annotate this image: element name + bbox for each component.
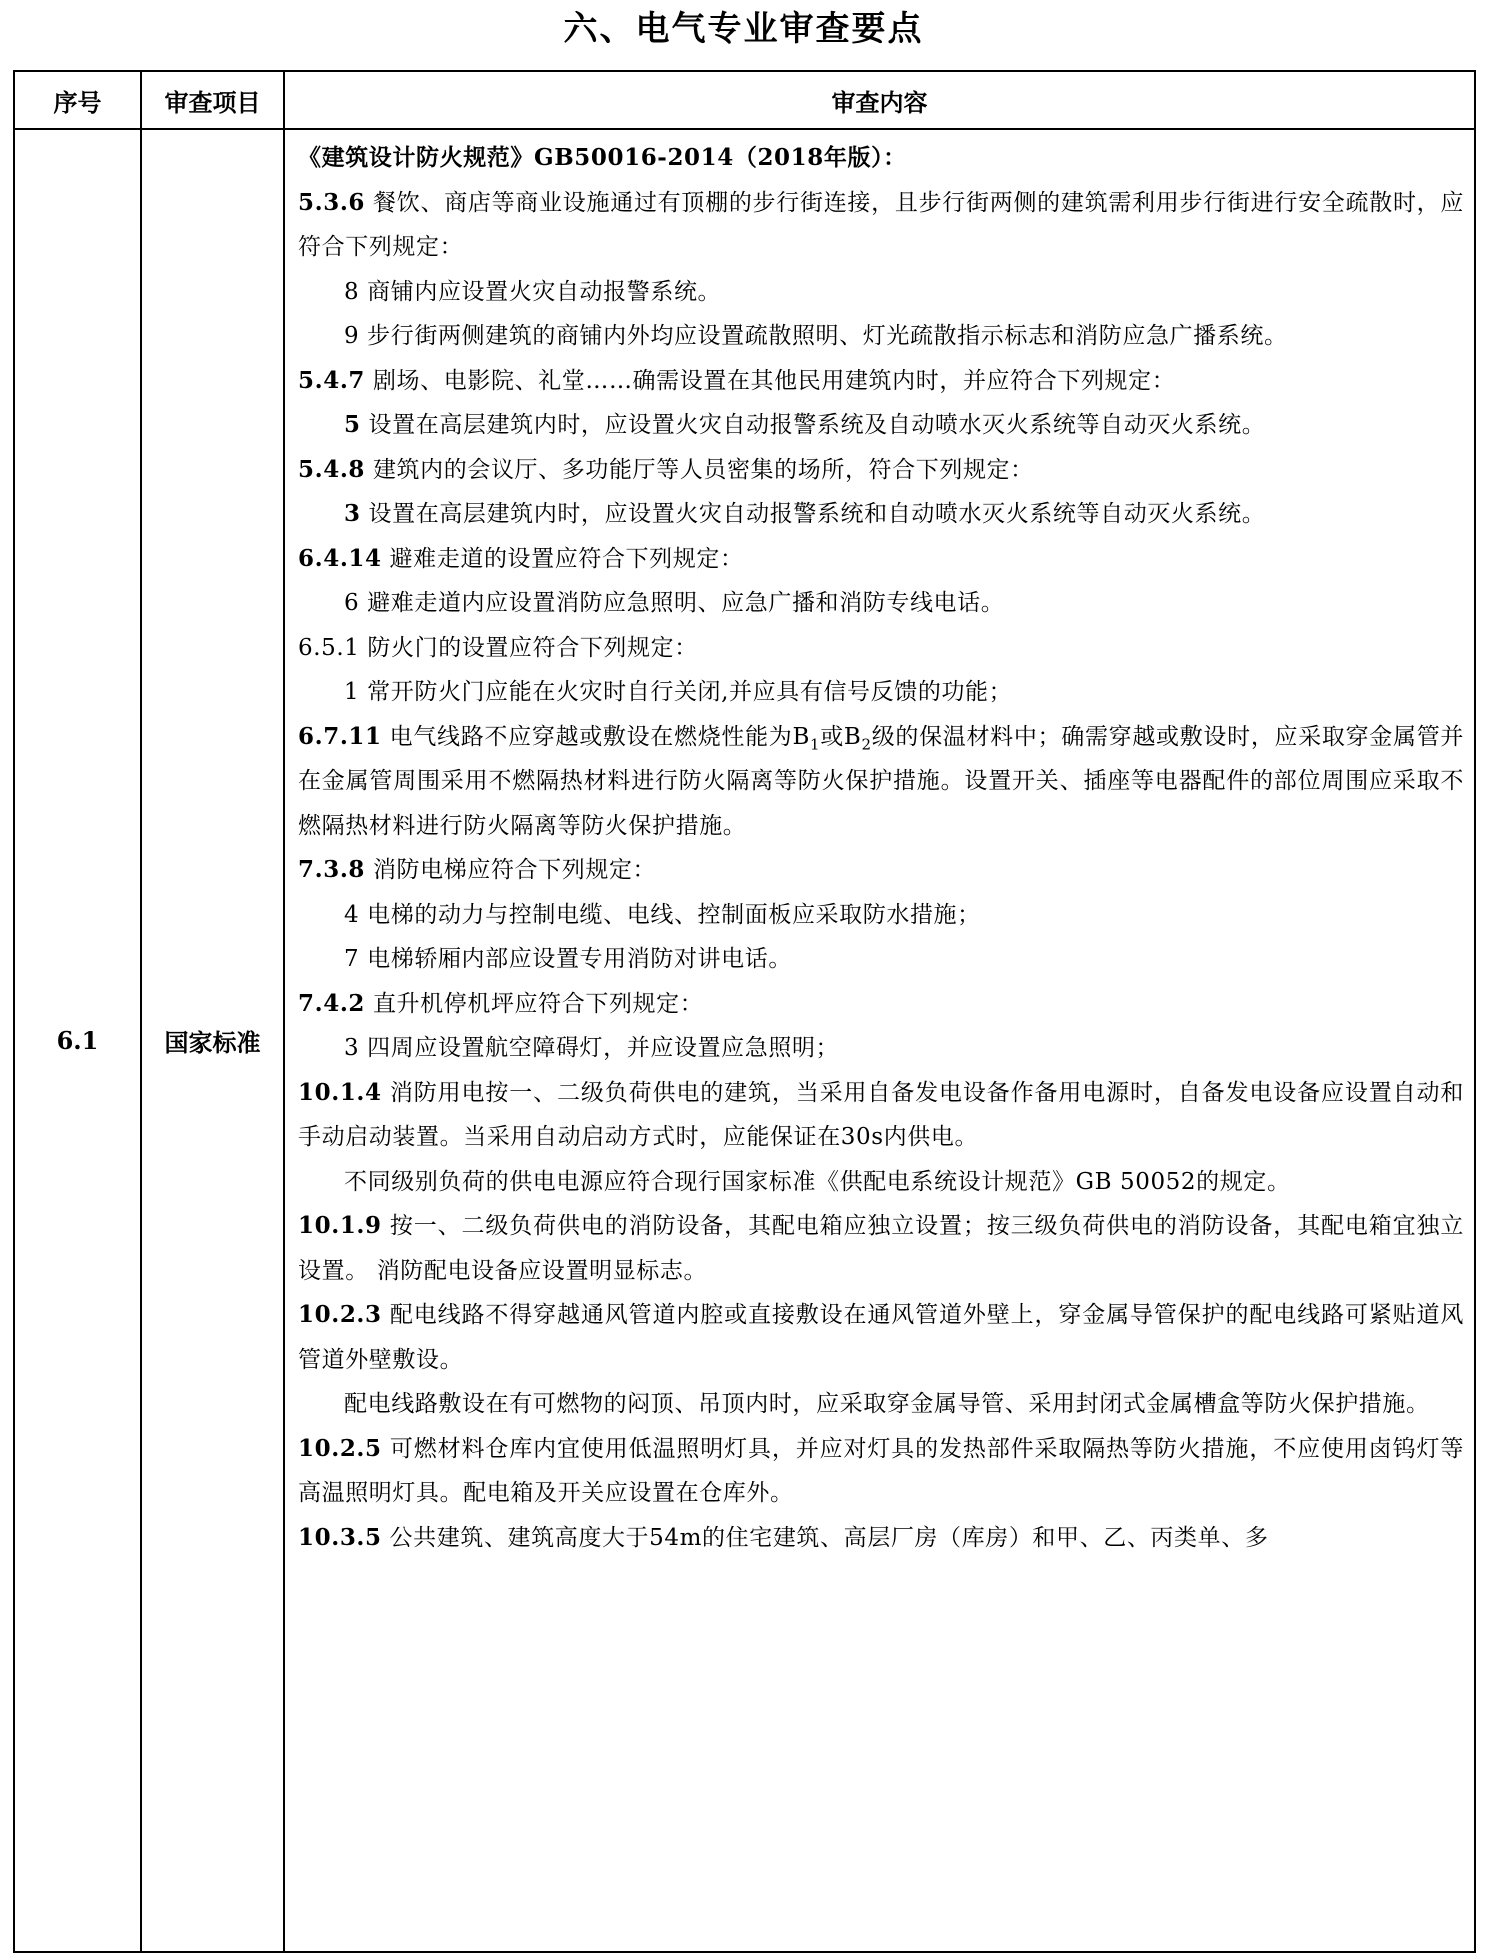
clause-number: 6.7.11 (298, 722, 382, 750)
subscript: 1 (809, 735, 821, 754)
content-line (298, 181, 1464, 270)
clause-text: 9 步行街两侧建筑的商铺内外均应设置疏散照明、灯光疏散指示标志和消防应急广播系统。 (344, 323, 1288, 349)
row-number: 6.1 (14, 129, 141, 1952)
clause-text: 配电线路不得穿越通风管道内腔或直接敷设在通风管道外壁上，穿金属导管保护的配电线路可紧贴道风管道外壁敷设。 (298, 1302, 1464, 1373)
clause-text: 剧场、电影院、礼堂……确需设置在其他民用建筑内时，并应符合下列规定： (365, 367, 1176, 394)
content-line (298, 982, 1464, 1027)
content-line (298, 359, 1464, 404)
clause-number: 10.3.5 (298, 1523, 382, 1551)
clause-text: 4 电梯的动力与控制电缆、电线、控制面板应采取防水措施； (344, 901, 981, 928)
clause-number: 7.3.8 (298, 856, 366, 883)
header-no: 序号 (14, 71, 141, 129)
content-line (298, 1382, 1464, 1427)
clause-number: 10.1.4 (298, 1078, 382, 1106)
clause-number: 5.4.8 (298, 455, 366, 483)
clause-number: 5.3.6 (298, 188, 366, 216)
clause-number: 10.2.3 (298, 1301, 382, 1328)
content-line (298, 937, 1464, 982)
content-line (298, 314, 1464, 359)
content-line (298, 1516, 1464, 1561)
content-line (298, 715, 1464, 849)
table-row (14, 129, 1475, 1952)
clause-text: 8 商铺内应设置火灾自动报警系统。 (344, 278, 722, 305)
clause-text: 设置在高层建筑内时，应设置火灾自动报警系统和自动喷水灭火系统等自动灭火系统。 (360, 501, 1266, 527)
content-line (298, 581, 1464, 626)
clause-text: 按一、二级负荷供电的消防设备，其配电箱应独立设置；按三级负荷供电的消防设备，其配电箱宜独立设置。 消防配电设备应设置明显标志。 (298, 1213, 1464, 1284)
clause-text: 3 四周应设置航空障碍灯，并应设置应急照明； (344, 1035, 840, 1061)
standard-title: 《建筑设计防火规范》GB50016-2014（2018年版）： (298, 144, 907, 171)
clause-text: 消防用电按一、二级负荷供电的建筑，当采用自备发电设备作备用电源时，自备发电设备应设置自动和手动启动装置。当采用自动启动方式时，应能保证在30s内供电。 (298, 1079, 1464, 1150)
subscript: 2 (861, 735, 872, 754)
clause-number: 6.4.14 (298, 544, 382, 572)
clause-text: 6.5.1 防火门的设置应符合下列规定： (298, 634, 698, 661)
clause-text: 配电线路敷设在有可燃物的闷顶、吊顶内时，应采取穿金属导管、采用封闭式金属槽盒等防火保护措施。 (344, 1391, 1430, 1417)
content-line (298, 448, 1464, 493)
clause-text: 消防电梯应符合下列规定： (365, 857, 657, 883)
review-table (13, 70, 1476, 1953)
clause-text: 建筑内的会议厅、多功能厅等人员密集的场所，符合下列规定： (365, 456, 1034, 483)
clause-text: 直升机停机坪应符合下列规定： (365, 990, 704, 1017)
page-title: 六、电气专业审查要点 (563, 9, 924, 49)
clause-text: 不同级别负荷的供电电源应符合现行国家标准《供配电系统设计规范》GB 50052的规定。 (344, 1168, 1291, 1195)
clause-text: 公共建筑、建筑高度大于54m的住宅建筑、高层厂房（库房）和甲、乙、丙类单、多 (381, 1524, 1269, 1551)
content-line (298, 1293, 1464, 1382)
clause-text: 级的保温材料中；确需穿越或敷设时，应采取穿金属管并在金属管周围采用不燃隔热材料进行防火隔离等防火保护措施。设置开关、插座等电器配件的部位周围应采取不燃隔热材料进行防火隔离等防火保护措施。 (298, 723, 1464, 839)
content-line (298, 670, 1464, 715)
clause-number: 10.2.5 (298, 1434, 382, 1462)
clause-number: 5 (344, 411, 361, 438)
clause-text: 6 避难走道内应设置消防应急照明、应急广播和消防专线电话。 (344, 590, 1005, 616)
clause-text: 避难走道的设置应符合下列规定： (381, 545, 744, 572)
header-content: 审查内容 (284, 71, 1475, 129)
row-item: 国家标准 (141, 129, 284, 1952)
clause-text: 设置在高层建筑内时，应设置火灾自动报警系统及自动喷水灭火系统等自动灭火系统。 (360, 412, 1266, 438)
row-content (284, 129, 1475, 1952)
content-line (298, 1427, 1464, 1516)
clause-number: 10.1.9 (298, 1212, 382, 1239)
content-line (298, 1071, 1464, 1160)
header-item: 审查项目 (141, 71, 284, 129)
content-line (298, 136, 1464, 181)
clause-text: 1 常开防火门应能在火灾时自行关闭,并应具有信号反馈的功能； (344, 679, 1013, 705)
clause-text: 7 电梯轿厢内部应设置专用消防对讲电话。 (344, 946, 792, 972)
clause-number: 3 (344, 500, 361, 527)
clause-number: 5.4.7 (298, 366, 366, 394)
content-line (298, 537, 1464, 582)
content-line (298, 848, 1464, 893)
content-line (298, 1026, 1464, 1071)
clause-text: 或B (820, 723, 862, 750)
content-line (298, 492, 1464, 537)
clause-text: 餐饮、商店等商业设施通过有顶棚的步行街连接，且步行街两侧的建筑需利用步行街进行安全疏散时，应符合下列规定： (298, 189, 1464, 260)
content-line (298, 403, 1464, 448)
content-line (298, 893, 1464, 938)
clause-number: 7.4.2 (298, 989, 366, 1017)
content-body (298, 136, 1464, 1945)
content-line (298, 1160, 1464, 1205)
content-line (298, 270, 1464, 315)
content-line (298, 626, 1464, 671)
clause-text: 电气线路不应穿越或敷设在燃烧性能为B (381, 723, 810, 750)
content-line (298, 1204, 1464, 1293)
clause-text: 可燃材料仓库内宜使用低温照明灯具，并应对灯具的发热部件采取隔热等防火措施，不应使用卤钨灯等高温照明灯具。配电箱及开关应设置在仓库外。 (298, 1435, 1464, 1506)
table-header-row (14, 71, 1475, 129)
